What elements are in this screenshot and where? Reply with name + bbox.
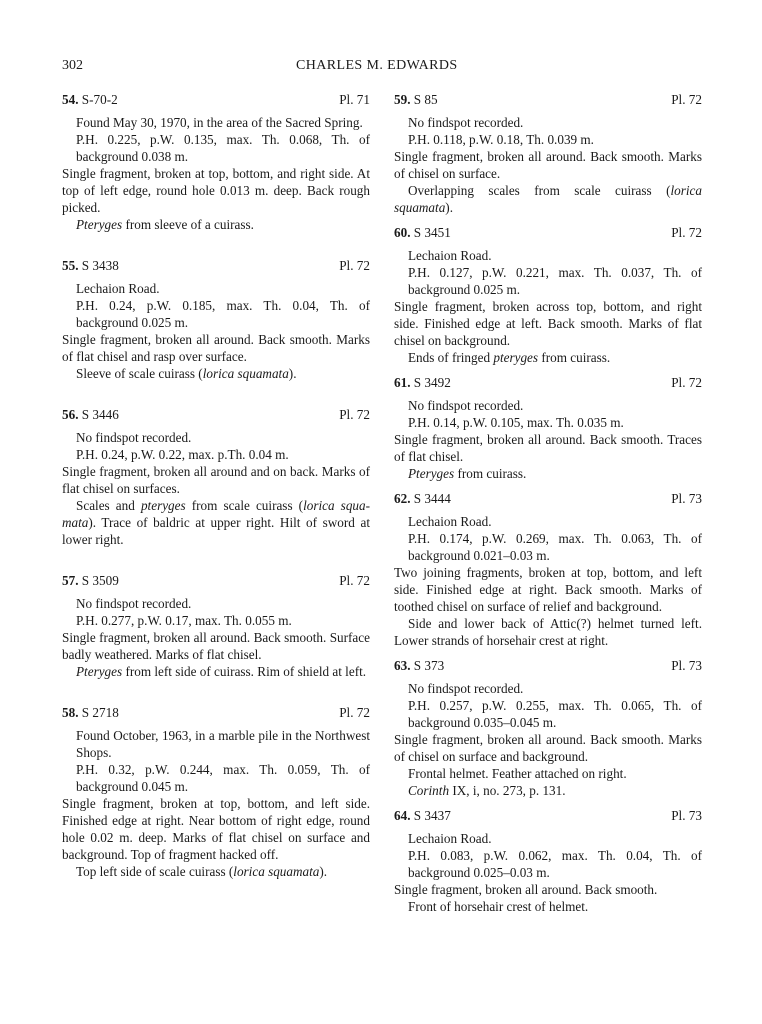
entry-findspot: Found October, 1963, in a marble pile in the Northwest Shops. xyxy=(76,728,370,760)
subject-text: from scale cuirass ( xyxy=(185,498,304,513)
entry-heading xyxy=(394,224,702,244)
entry-dimensions: P.H. 0.083, p.W. 0.062, max. Th. 0.04, Th. of background 0.025–0.03 m. xyxy=(408,848,702,880)
catalog-entry-62 xyxy=(394,490,702,649)
entry-description: Single fragment, broken all around. Back smooth. Marks of chisel on surface. xyxy=(394,149,702,181)
subject-text: from sleeve of a cuirass. xyxy=(122,217,254,232)
italic-term: Pteryges xyxy=(76,217,123,232)
entry-findspot: Lechaion Road. xyxy=(408,248,492,263)
subject-text: ). Trace of baldric at upper right. Hilt of sword at lower right. xyxy=(62,515,370,547)
entry-inventory-id: S 3438 xyxy=(81,258,119,273)
entry-plate-ref: Pl. 73 xyxy=(671,491,702,506)
entry-dimensions: P.H. 0.257, p.W. 0.255, max. Th. 0.065, Th. of background 0.035–0.045 m. xyxy=(408,698,702,730)
subject-text: from cuirass. xyxy=(454,466,527,481)
catalog-entry-56 xyxy=(62,406,370,548)
entry-plate-ref: Pl. 72 xyxy=(671,92,702,107)
italic-term: Pteryges xyxy=(408,466,455,481)
subject-text: Sleeve of scale cuirass ( xyxy=(76,366,203,381)
entry-number: 56. xyxy=(62,407,79,422)
entry-heading xyxy=(62,406,370,426)
left-column xyxy=(62,91,370,880)
subject-text: ). xyxy=(319,864,328,879)
entry-number: 57. xyxy=(62,573,79,588)
subject-text: Top left side of scale cuirass ( xyxy=(76,864,234,879)
entry-dimensions: P.H. 0.277, p.W. 0.17, max. Th. 0.055 m. xyxy=(76,613,292,628)
running-head: CHARLES M. EDWARDS xyxy=(296,58,458,73)
entry-findspot: No findspot recorded. xyxy=(408,681,524,696)
entry-heading xyxy=(62,572,370,592)
entry-number: 59. xyxy=(394,92,411,107)
entry-dimensions: P.H. 0.32, p.W. 0.244, max. Th. 0.059, Th. of background 0.045 m. xyxy=(76,762,370,794)
entry-heading xyxy=(62,704,370,724)
entry-heading xyxy=(394,490,702,510)
reference-text: IX, i, no. 273, p. 131. xyxy=(449,783,566,798)
entry-subject xyxy=(394,182,702,216)
catalog-entry-55 xyxy=(62,257,370,382)
italic-term: lorica squamata xyxy=(394,183,702,215)
entry-subject xyxy=(394,465,702,482)
entry-subject xyxy=(62,497,370,548)
subject-text: Ends of fringed xyxy=(408,350,494,365)
entry-heading xyxy=(394,374,702,394)
italic-term: Pteryges xyxy=(76,664,123,679)
entry-inventory-id: S 3446 xyxy=(81,407,119,422)
entry-description: Single fragment, broken all around. Back smooth. xyxy=(394,882,658,897)
entry-plate-ref: Pl. 71 xyxy=(339,92,370,107)
entry-description: Single fragment, broken all around and on back. Marks of flat chisel on surfaces. xyxy=(62,464,370,496)
entry-inventory-id: S-70-2 xyxy=(81,92,118,107)
entry-heading xyxy=(62,91,370,111)
italic-term: Corinth xyxy=(408,783,450,798)
entry-heading xyxy=(394,91,702,111)
entry-description: Single fragment, broken all around. Back smooth. Surface badly weathered. Marks of flat chisel. xyxy=(62,630,370,662)
entry-subject xyxy=(62,216,370,233)
entry-number: 63. xyxy=(394,658,411,673)
entry-description: Single fragment, broken all around. Back smooth. Traces of flat chisel. xyxy=(394,432,702,464)
entry-number: 60. xyxy=(394,225,411,240)
catalog-entry-57 xyxy=(62,572,370,680)
italic-term: lorica squamata xyxy=(202,366,289,381)
entry-findspot: No findspot recorded. xyxy=(76,596,192,611)
entry-inventory-id: S 3444 xyxy=(413,491,451,506)
italic-term: lorica squamata xyxy=(233,864,320,879)
entry-findspot: No findspot recorded. xyxy=(408,398,524,413)
entry-plate-ref: Pl. 73 xyxy=(671,808,702,823)
right-column xyxy=(394,91,702,915)
catalog-entry-54 xyxy=(62,91,370,233)
entry-description: Single fragment, broken across top, bottom, and right side. Finished edge at left. Back smooth. Marks of flat chisel on background. xyxy=(394,299,702,348)
catalog-entry-63 xyxy=(394,657,702,799)
subject-text: ). xyxy=(445,200,453,215)
entry-heading xyxy=(62,257,370,277)
entry-findspot: Lechaion Road. xyxy=(408,831,492,846)
entry-heading xyxy=(394,657,702,677)
entry-findspot: No findspot recorded. xyxy=(408,115,524,130)
entry-plate-ref: Pl. 72 xyxy=(339,258,370,273)
entry-inventory-id: S 3492 xyxy=(413,375,451,390)
entry-number: 61. xyxy=(394,375,411,390)
page-number: 302 xyxy=(62,58,83,73)
entry-dimensions: P.H. 0.118, p.W. 0.18, Th. 0.039 m. xyxy=(408,132,594,147)
entry-inventory-id: S 85 xyxy=(413,92,438,107)
entry-number: 55. xyxy=(62,258,79,273)
entry-findspot: No findspot recorded. xyxy=(76,430,192,445)
catalog-entry-60 xyxy=(394,224,702,366)
entry-inventory-id: S 3451 xyxy=(413,225,451,240)
entry-inventory-id: S 3437 xyxy=(413,808,451,823)
entry-inventory-id: S 2718 xyxy=(81,705,119,720)
entry-dimensions: P.H. 0.24, p.W. 0.22, max. p.Th. 0.04 m. xyxy=(76,447,289,462)
entry-description: Two joining fragments, broken at top, bottom, and left side. Finished edge at right. Back smooth. Marks of toothed chisel on surface of relief and background. xyxy=(394,565,702,614)
subject-text: Scales and xyxy=(76,498,141,513)
catalog-entry-64 xyxy=(394,807,702,915)
entry-plate-ref: Pl. 72 xyxy=(671,375,702,390)
entry-subject xyxy=(62,663,370,680)
entry-dimensions: P.H. 0.174, p.W. 0.269, max. Th. 0.063, Th. of background 0.021–0.03 m. xyxy=(408,531,702,563)
entry-number: 54. xyxy=(62,92,79,107)
entry-subject: Front of horsehair crest of helmet. xyxy=(408,899,589,914)
subject-text: from left side of cuirass. Rim of shield at left. xyxy=(122,664,367,679)
italic-term: pteryges xyxy=(493,350,539,365)
entry-number: 62. xyxy=(394,491,411,506)
entry-subject xyxy=(62,863,370,880)
entry-findspot: Lechaion Road. xyxy=(408,514,492,529)
entry-inventory-id: S 373 xyxy=(413,658,445,673)
entry-subject: Side and lower back of Attic(?) helmet turned left. Lower strands of horsehair crest at right. xyxy=(394,616,702,648)
entry-subject xyxy=(394,349,702,366)
page-header xyxy=(62,57,702,77)
entry-bibliography xyxy=(394,782,702,799)
entry-subject xyxy=(62,365,370,382)
entry-plate-ref: Pl. 72 xyxy=(339,407,370,422)
entry-description: Single fragment, broken all around. Back smooth. Marks of flat chisel and rasp over surface. xyxy=(62,332,370,364)
subject-text: ). xyxy=(288,366,297,381)
entry-description: Single fragment, broken at top, bottom, and right side. At top of left edge, round hole 0.013 m. deep. Back rough picked. xyxy=(62,166,370,215)
entry-description: Single fragment, broken all around. Back smooth. Marks of chisel on surface and background. xyxy=(394,732,702,764)
entry-dimensions: P.H. 0.225, p.W. 0.135, max. Th. 0.068, Th. of background 0.038 m. xyxy=(76,132,370,164)
entry-dimensions: P.H. 0.127, p.W. 0.221, max. Th. 0.037, Th. of background 0.025 m. xyxy=(408,265,702,297)
entry-description: Single fragment, broken at top, bottom, and left side. Finished edge at right. Near bottom of right edge, round hole 0.02 m. deep. Marks of flat chisel on surface and background. Top of fragment hacked off. xyxy=(62,796,370,862)
entry-plate-ref: Pl. 72 xyxy=(339,705,370,720)
italic-term: pteryges xyxy=(140,498,186,513)
entry-plate-ref: Pl. 72 xyxy=(339,573,370,588)
entry-findspot: Found May 30, 1970, in the area of the Sacred Spring. xyxy=(76,115,363,130)
entry-subject: Frontal helmet. Feather attached on right. xyxy=(408,766,627,781)
entry-plate-ref: Pl. 72 xyxy=(671,225,702,240)
catalog-entry-61 xyxy=(394,374,702,482)
catalog-entry-59 xyxy=(394,91,702,216)
subject-text: from cuirass. xyxy=(538,350,611,365)
entry-dimensions: P.H. 0.24, p.W. 0.185, max. Th. 0.04, Th. of background 0.025 m. xyxy=(76,298,370,330)
italic-term: lorica squa-mata xyxy=(62,498,370,530)
entry-inventory-id: S 3509 xyxy=(81,573,119,588)
entry-number: 64. xyxy=(394,808,411,823)
entry-dimensions: P.H. 0.14, p.W. 0.105, max. Th. 0.035 m. xyxy=(408,415,624,430)
entry-plate-ref: Pl. 73 xyxy=(671,658,702,673)
entry-heading xyxy=(394,807,702,827)
entry-number: 58. xyxy=(62,705,79,720)
subject-text: Overlapping scales from scale cuirass ( xyxy=(408,183,671,198)
entry-findspot: Lechaion Road. xyxy=(76,281,160,296)
catalog-entry-58 xyxy=(62,704,370,880)
